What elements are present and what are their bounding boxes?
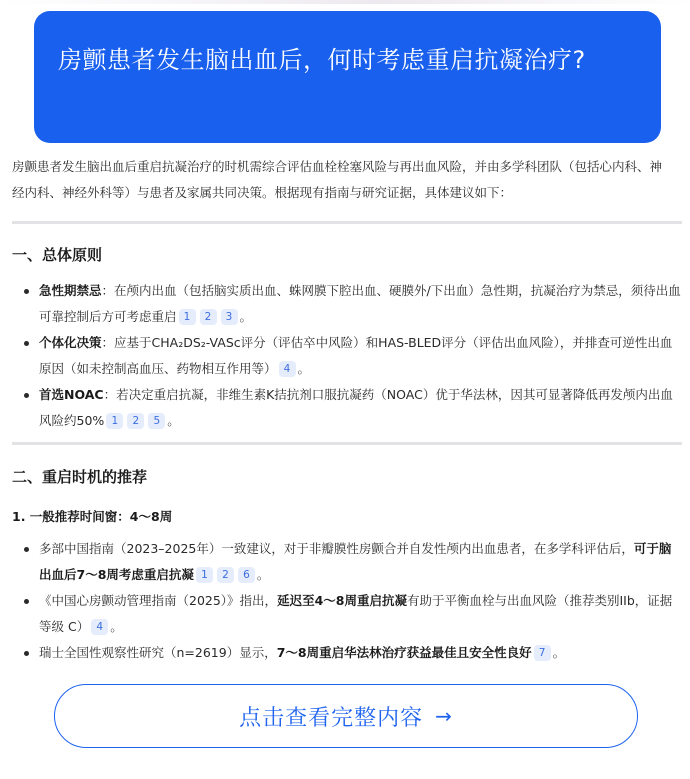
citation-badge[interactable]: 4 [91, 619, 108, 635]
section-heading-restart-timing: 二、重启时机的推荐 [12, 468, 148, 486]
principle-list-item [12, 382, 682, 434]
citation-badge[interactable]: 2 [127, 413, 144, 429]
question-text: 房颤患者发生脑出血后，何时考虑重启抗凝治疗? [58, 46, 586, 74]
timing-highlight: 7～8周重启华法林治疗获益最佳且安全性良好 [276, 645, 532, 660]
principle-text: ：若决定重启抗凝，非维生素K拮抗剂口服抗凝药（NOAC）优于华法林，因其可显著降低再发颅内出血风险约50% [39, 387, 673, 428]
timing-list-item [12, 536, 682, 588]
question-bubble [34, 11, 661, 143]
citation-badge[interactable]: 6 [238, 567, 255, 583]
sentence-end: 。 [256, 567, 270, 582]
timing-highlight: 可于脑出血后7～8周考虑重启抗凝 [39, 541, 672, 582]
view-full-content-button[interactable] [54, 684, 638, 748]
citation-badge[interactable]: 1 [106, 413, 123, 429]
restart-timing-subheading: 1. 一般推荐时间窗：4～8周 [12, 509, 173, 524]
general-principles-list [12, 278, 682, 434]
timing-text-after: 有助于平衡血栓与出血风险（推荐类别IIb，证据等级 C） [39, 593, 673, 634]
answer-intro: 房颤患者发生脑出血后重启抗凝治疗的时机需综合评估血栓栓塞风险与再出血风险，并由多学科团队（包括心内科、神经内科、神经外科等）与患者及家属共同决策。根据现有指南与研究证据，具体建议如下： [12, 159, 663, 200]
principle-label: 首选NOAC [39, 387, 104, 402]
principle-text: ：在颅内出血（包括脑实质出血、蛛网膜下腔出血、硬膜外/下出血）急性期，抗凝治疗为禁忌，须待出血可靠控制后方可考虑重启 [39, 283, 681, 324]
section-divider [12, 442, 682, 445]
principle-label: 个体化决策 [39, 335, 102, 350]
sentence-end: 。 [552, 645, 566, 660]
timing-text: 多部中国指南（2023–2025年）一致建议，对于非瓣膜性房颤合并自发性颅内出血患者，在多学科评估后， [39, 541, 634, 556]
principle-label: 急性期禁忌 [39, 283, 102, 298]
timing-list-item [12, 588, 682, 640]
principle-list-item [12, 278, 682, 330]
timing-list-item [12, 640, 682, 666]
citation-badge[interactable]: 4 [279, 361, 296, 377]
sentence-end: 。 [110, 619, 123, 634]
principle-list-item [12, 330, 682, 382]
principle-text: ：应基于CHA₂DS₂-VASc评分（评估卒中风险）和HAS-BLED评分（评估出血风险），并排查可逆性出血原因（如未控制高血压、药物相互作用等） [39, 335, 673, 376]
citation-badge[interactable]: 5 [148, 413, 165, 429]
sentence-end: 。 [297, 361, 311, 376]
citation-badge[interactable]: 1 [196, 567, 213, 583]
section-heading-general-principles: 一、总体原则 [12, 246, 103, 264]
timing-text: 《中国心房颤动管理指南（2025）》指出， [39, 593, 278, 608]
arrow-right-icon: → [435, 704, 453, 728]
timing-highlight: 延迟至4～8周重启抗凝 [277, 593, 407, 608]
restart-timing-list [12, 536, 682, 666]
top-decorative-strip [0, 0, 690, 4]
sentence-end: 。 [239, 309, 253, 324]
citation-badge[interactable]: 3 [221, 309, 238, 325]
section-divider [12, 221, 682, 224]
timing-text: 瑞士全国性观察性研究（n=2619）显示， [39, 645, 277, 660]
citation-badge[interactable]: 1 [179, 309, 196, 325]
citation-badge[interactable]: 2 [217, 567, 234, 583]
citation-badge[interactable]: 2 [200, 309, 217, 325]
citation-badge[interactable]: 7 [534, 645, 551, 661]
sentence-end: 。 [167, 413, 180, 428]
view-full-content-label: 点击查看完整内容 [239, 705, 424, 731]
